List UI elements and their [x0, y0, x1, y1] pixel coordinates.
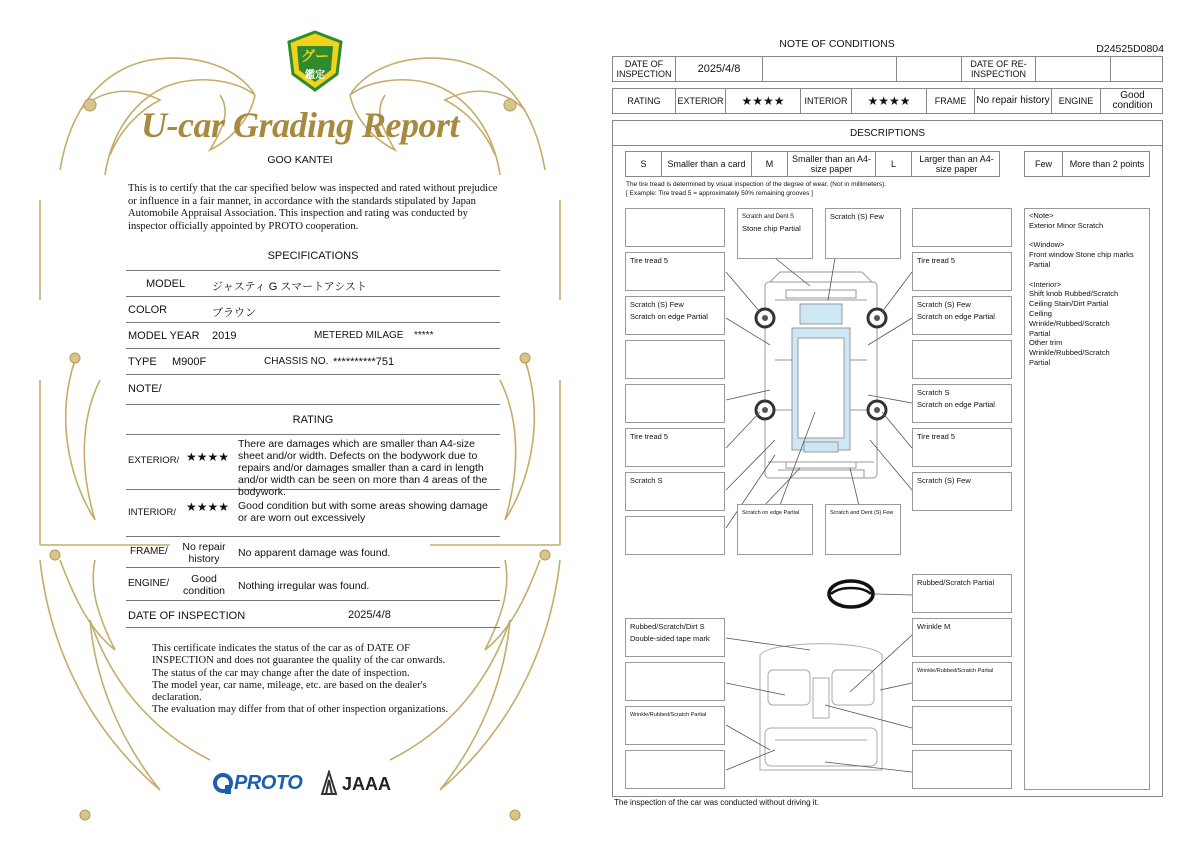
- chassis-label: CHASSIS NO.: [264, 356, 329, 367]
- damage-note: Scratch (S) Few: [630, 300, 684, 309]
- damage-box-rear-left-tire: [625, 428, 725, 467]
- side-note-line: Wrinkle/Rubbed/Scratch: [1029, 348, 1110, 358]
- side-note-line: Partial: [1029, 328, 1051, 338]
- footer-line: This certificate indicates the status of the car as of DATE OF: [152, 643, 410, 654]
- damage-box-front-left: [625, 208, 725, 247]
- report-subtitle: GOO KANTEI: [267, 154, 333, 166]
- model-year-label: MODEL YEAR: [128, 330, 200, 342]
- conditions-title: NOTE OF CONDITIONS: [779, 38, 895, 50]
- interior-label: INTERIOR: [801, 89, 852, 113]
- damage-note: Rubbed/Scratch/Dirt S: [630, 622, 705, 631]
- proto-logo: [212, 770, 312, 798]
- damage-box-hood: [825, 208, 901, 259]
- steering-wheel-icon: [829, 581, 873, 607]
- type-value: M900F: [172, 356, 207, 368]
- damage-box-right-front-door: [912, 296, 1012, 335]
- legend-l-desc: Larger than an A4-size paper: [919, 154, 994, 174]
- interior-stars: ★★★★: [186, 500, 230, 514]
- type-label: TYPE: [128, 356, 157, 368]
- damage-box-rear-bumper: [737, 504, 813, 555]
- frame-value: No repair history: [975, 89, 1052, 113]
- damage-box-front-right-tire: [912, 252, 1012, 291]
- damage-note: Double-sided tape mark: [630, 634, 710, 643]
- side-note-line: Other trim: [1029, 338, 1063, 348]
- damage-note: Scratch S: [917, 388, 950, 397]
- damage-note: Rubbed/Scratch Partial: [917, 578, 995, 587]
- side-note-line: Exterior Minor Scratch: [1029, 220, 1104, 230]
- side-notes-panel: [1024, 208, 1150, 790]
- legend-m: M: [752, 152, 788, 176]
- damage-note: Wrinkle/Rubbed/Scratch Partial: [917, 668, 994, 674]
- damage-box-front-bumper: [737, 208, 813, 259]
- damage-note: Tire tread 5: [630, 432, 669, 441]
- proto-logo-text: PROTO: [234, 772, 303, 794]
- engine-label: ENGINE/: [128, 578, 170, 589]
- damage-note: Scratch (S) Few: [917, 300, 971, 309]
- side-note-line: Wrinkle/Rubbed/Scratch: [1029, 318, 1110, 328]
- certificate-intro: This is to certify that the car specified below was inspected and rated without prejudice or influence in a fair manner, in accordance with the standards stipulated by Japan Automobile Appraisal Association. This inspection and rating was conducted by inspector officially appointed by PROTO cooperation.: [128, 183, 498, 232]
- footer-line: The evaluation may differ from that of other inspection organizations.: [152, 704, 449, 716]
- side-note-line: Shift knob Rubbed/Scratch: [1029, 289, 1119, 299]
- engine-value: Good condition: [1112, 90, 1153, 111]
- frame-label: FRAME/: [130, 546, 168, 557]
- goo-kantei-badge: [287, 30, 343, 92]
- rating-row-interior: [126, 490, 500, 537]
- exterior-stars: ★★★★: [186, 450, 230, 464]
- damage-box-right-rear-door: [912, 384, 1012, 423]
- damage-box-rear-left: [625, 472, 725, 511]
- footer-line: INSPECTION and does not guarantee the quality of the car onwards.: [152, 655, 446, 667]
- legend-few: Few: [1025, 152, 1063, 176]
- damage-note: Scratch and Dent S: [742, 214, 795, 220]
- frame-value: No repair history: [182, 541, 226, 565]
- damage-note: Wrinkle/Rubbed/Scratch Partial: [630, 712, 707, 718]
- damage-box-right-door-trim: [912, 662, 1012, 701]
- damage-box-rear-right: [912, 472, 1012, 511]
- badge-bottom-text: 鑑定: [305, 70, 325, 81]
- damage-box-left-door-trim: [625, 706, 725, 745]
- model-year-value: 2019: [212, 330, 237, 342]
- proto-mark-icon: [212, 772, 234, 796]
- legend-s: S: [626, 152, 662, 176]
- damage-box-left-quarter: [625, 384, 725, 423]
- side-note-line: Partial: [1029, 357, 1051, 367]
- rating-row-date: [126, 601, 500, 628]
- rating-label: RATING: [613, 89, 676, 113]
- engine-label: ENGINE: [1052, 89, 1101, 113]
- damage-box-steering: [912, 574, 1012, 613]
- damage-note: Scratch (S) Few: [830, 212, 884, 221]
- damage-note: Wrinkle M: [917, 622, 951, 631]
- date-of-inspection-value: 2025/4/8: [676, 57, 763, 81]
- damage-box-rear-left-seat: [625, 750, 725, 789]
- interior-label: INTERIOR/: [128, 507, 177, 518]
- side-note-line: Ceiling: [1029, 308, 1052, 318]
- damage-box-front-left-seat: [625, 662, 725, 701]
- damage-note: Tire tread 5: [917, 432, 956, 441]
- footer-line: declaration.: [152, 692, 202, 704]
- footer-line: The status of the car may change after the date of inspection.: [152, 667, 410, 679]
- chassis-value: **********751: [333, 356, 395, 368]
- note-label: NOTE/: [128, 383, 162, 395]
- color-value: ブラウン: [212, 307, 256, 319]
- frame-label: FRAME: [927, 89, 975, 113]
- note-of-conditions: [600, 0, 1200, 848]
- report-id: D24525D0804: [1096, 43, 1164, 55]
- exterior-text: There are damages which are smaller than A4-size sheet and/or width. Defects on the bodywork due to repairs and/or damages smaller than a card in length and/or width can be seen on more than 4 areas of the bodywork.: [238, 438, 488, 498]
- date-value: 2025/4/8: [348, 609, 391, 621]
- legend-few-desc: More than 2 points: [1069, 159, 1145, 169]
- date-of-inspection-label: DATE OF INSPECTION: [613, 57, 676, 81]
- damage-note: Stone chip Partial: [742, 224, 801, 233]
- damage-note: Tire tread 5: [630, 256, 669, 265]
- exterior-label: EXTERIOR: [676, 89, 726, 113]
- date-label: DATE OF INSPECTION: [128, 610, 246, 622]
- descriptions-heading: DESCRIPTIONS: [613, 121, 1162, 146]
- side-note-line: <Note>: [1029, 211, 1054, 220]
- exterior-label: EXTERIOR/: [128, 455, 180, 466]
- legend-s-desc: Smaller than a card: [662, 152, 752, 176]
- damage-box-rear-left-bumper: [625, 516, 725, 555]
- tire-note-line: The tire tread is determined by visual inspection of the degree of wear. (Not in millimeters).: [626, 181, 887, 188]
- jaaa-logo: [318, 770, 408, 798]
- side-note-line: <Window>: [1029, 240, 1065, 250]
- damage-box-console: [912, 706, 1012, 745]
- certificate-footer: [152, 643, 492, 717]
- legend-l: L: [876, 152, 912, 176]
- date-of-reinspection-label: DATE OF RE-INSPECTION: [962, 57, 1036, 81]
- damage-box-back-door: [825, 504, 901, 555]
- rating-row-engine: [126, 568, 500, 601]
- side-note-line: <Interior>: [1029, 279, 1062, 289]
- rating-row-exterior: [126, 435, 500, 498]
- conditions-footer: The inspection of the car was conducted without driving it.: [614, 798, 819, 807]
- footer-line: The model year, car name, mileage, etc. are based on the dealer's: [152, 679, 427, 691]
- color-label: COLOR: [128, 304, 168, 316]
- specifications-heading: SPECIFICATIONS: [267, 250, 359, 262]
- damage-note: Scratch (S) Few: [917, 476, 971, 485]
- side-note-line: [1029, 231, 1145, 241]
- damage-note: Scratch on edge Partial: [630, 312, 708, 321]
- damage-box-front-right-seat: [912, 618, 1012, 657]
- damage-box-left-rear-door: [625, 340, 725, 379]
- spec-row-color: [126, 297, 500, 323]
- interior-text: Good condition but with some areas showing damage or are worn out excessively: [238, 500, 488, 524]
- exterior-stars: ★★★★: [726, 89, 801, 113]
- damage-note: Scratch and Dent (S) Few: [830, 510, 894, 516]
- frame-text: No apparent damage was found.: [238, 547, 391, 559]
- side-note-line: Partial: [1029, 259, 1051, 269]
- damage-note: Scratch on edge Partial: [917, 312, 995, 321]
- damage-note: Scratch on edge Partial: [917, 400, 995, 409]
- report-title: U-car Grading Report: [140, 105, 459, 145]
- badge-top-text: グー: [301, 48, 329, 64]
- interior-stars: ★★★★: [852, 89, 927, 113]
- rating-heading: RATING: [292, 414, 334, 426]
- side-note-line: Ceiling Stain/Dirt Partial: [1029, 299, 1109, 309]
- damage-box-right-middle: [912, 340, 1012, 379]
- spec-row-note: [126, 375, 500, 405]
- damage-box-front-right: [912, 208, 1012, 247]
- damage-box-left-front-door: [625, 296, 725, 335]
- model-label: MODEL: [146, 278, 186, 290]
- spec-row-model-year: [126, 323, 500, 349]
- model-value: ジャスティ G スマートアシスト: [212, 281, 368, 293]
- damage-box-front-left-tire: [625, 252, 725, 291]
- damage-box-rear-right-seat: [912, 750, 1012, 789]
- damage-note: Scratch S: [630, 476, 663, 485]
- spec-row-type: [126, 349, 500, 375]
- rating-row-frame: [126, 537, 500, 568]
- engine-text: Nothing irregular was found.: [238, 580, 370, 592]
- jaaa-mark-icon: [318, 770, 340, 796]
- engine-value: Good condition: [182, 573, 226, 597]
- side-note-line: [1029, 270, 1145, 280]
- jaaa-logo-text: JAAA: [342, 774, 392, 794]
- damage-box-dashboard: [625, 618, 725, 657]
- side-note-line: Front window Stone chip marks: [1029, 250, 1134, 260]
- damage-note: Scratch on edge Partial: [742, 510, 800, 516]
- metered-milage-label: METERED MILAGE: [314, 330, 404, 341]
- spec-row-model: [126, 271, 500, 297]
- damage-note: Tire tread 5: [917, 256, 956, 265]
- metered-milage-value: *****: [414, 330, 434, 341]
- damage-box-rear-right-tire: [912, 428, 1012, 467]
- tire-note-line: [ Example: Tire tread 5 = approximately 50% remaining grooves ]: [626, 190, 813, 197]
- legend-m-desc: Smaller than an A4-size paper: [788, 152, 876, 176]
